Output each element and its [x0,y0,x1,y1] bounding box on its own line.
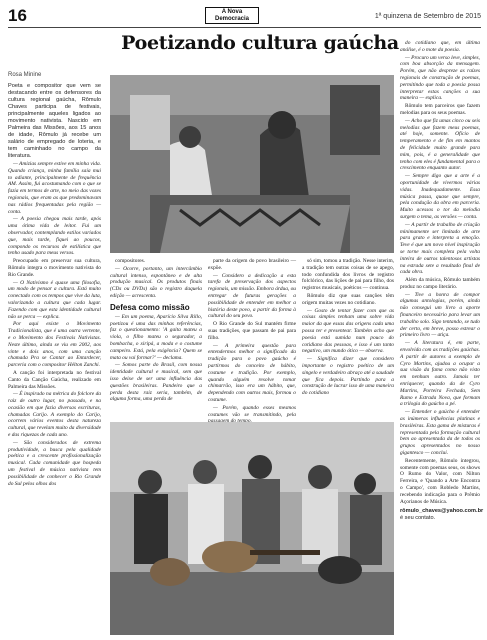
paragraph: — Entender o gaúcho é entender as inúmeras influências platinas e brasileiras. Esta gama de misturas é representada pela formação cultural bem ao apresentada da de todos os grupos apresentados no nosso gigantesco — conclui. [400,409,480,457]
photo-poet-reading [110,75,394,253]
contact-email: rômulo_chaves@yahoo.com.br [400,508,484,515]
page-header [8,6,481,28]
paragraph: parte da origem do povo brasileiro — expõe. [208,258,296,271]
column-1 [8,83,101,635]
paragraph: — São considerados de extrema produtividade, a busca pela qualidade poética e a crescente profissionalização musical. Cada comunidade que hospeda um festival de música nativista tem possibilidade de conhecer o Rio Grande do Sul pelos olhos dos [8,439,101,487]
newspaper-logo [205,7,259,24]
paragraph: — A primeira questão para entendermos melhor o significado da tradição para o povo gaúcho é partirmos do conceito de hábito, costume e tradição. Por exemplo, quando alguém resolve tomar chimarrão, isso era um hábito, que, dependendo com outros mais, formou o costume. [208,342,296,403]
header-divider [8,27,481,28]
paragraph: do cotidiano que, em última análise, é o mote da poesia. [400,40,480,53]
paragraph: — Considero a dedicação a esta tarefa de preservação dos aspectos regionais, um missão. Embora árdua, ou entregar de futuras gerações a possibilidade de entender em melhor a história deste povo, a partir da forma à cultural do seu povo. [208,272,296,320]
paragraph: — Tive a honra de compor algumas antologias, porém, ainda não consegui um livro a aporte financeiro necessário para levar um trabalho solo. Sigo tentando, se tudo der certo, em breve, posso estrear o primeiro livro — atiça. [400,291,480,339]
paragraph: O Rio Grande do Sul mantém firme suas tradições, que passam de pai para filho. [208,321,296,341]
contact-suffix: é seu contato. [400,515,436,522]
page-number: 16 [8,6,27,25]
paragraph: — Somos parte do Brasil, com nossa identidade cultural e musical, sem que isso deixe de ser uma influência das questões brasileiras. Pandeiro que a perda desta raiz seria, também, de alguma forma, uma perda de [110,362,202,403]
issue-dateline: 1ª quinzena de Setembro de 2015 [374,13,481,20]
paragraph: Rômulo tem parceiros que fazem melodias para os seus poemas. [400,103,480,116]
paragraph: Preocupado em preservar sua cultura, Rômulo integra o movimento nativista do Rio Grande. [8,258,101,278]
column-5 [400,40,484,636]
article-headline: Poetizando cultura gaúcha [121,32,399,54]
article-lead: Poeta e compositor que vem se destacando entre os defensores da cultura regional gaúcha, Rômulo Chaves participa de festivais, principalmente aqueles ligados ao movimento nativista. Nascido em Palmeira das Missões, aos 15 anos de idade, Rômulo já recebe um salário de empregado de loteria, e tem caminhado no campo da literatura. [8,83,101,159]
column-4 [302,258,394,418]
logo-line2: Democracia [214,15,250,22]
column-2 [110,258,202,418]
paragraph: — Gosto de tentar fazer com que as coisas simples tenham uma sobre vida maior da que essas das origens cada uma possa ter e presentear. Também acho que poesia está sumida num pouco do cotidiano das pessoas, e isso é um tanto negativo, um mundo ótico — observa. [302,307,394,355]
photo-musicians-group [110,422,394,635]
paragraph: — A literatura é, em parte, envolvida com as tradições gaúchas. A partir de autores a exemplo de Cyro Martins, ajudou a ocupar a sua visão da fama como não visto em nenhum outro. Jamais ter enriquecer, quando da de Cyro Martins, Porteira Fechada, Sem Rumo e Estrada Nova, que formam a trilogia do gaúcho a pé. [400,340,480,408]
article-byline: Rosa Minine [8,72,42,78]
logo-line1: A Nova [221,8,243,15]
paragraph: compositores. [115,258,146,264]
paragraph: — É inspirado na métrica do folclore da raiz de outro lugar, no passado, e na ocasião em que fazia diversas escrituras, chamadas Carijo. A exemplo do Carijo, ocorrem vários eventos desta natureza cultural, que revelam muito da diversidade e das riquezas de cada uno. [8,391,101,439]
paragraph: — Em um poema, Aparício Silva Rillo, poetizou é uma das minhas referências, faz o questionamento: 'A gaita mateu a viola, o filho mateu o segurador, a bombacha, o xiripá, a moda e o costume campeiro. Está, pela exigência? Quem se mata ou vai formar?' — declama. [110,313,202,361]
paragraph: Além da música, Rômulo também produz no campo literário. [400,277,480,290]
section-subhead: Defesa como missão [110,302,190,312]
paragraph: — Ocorre, portanto, um intercâmbio cultural intenso, espontâneo e de alta produção musical. Os produtos finais (CDs ou DVDs) são o registro daquela edição — acrescenta. [110,265,202,299]
paragraph: Rômulo diz que suas canções têm origem muitas vezes no cotidiano. [302,292,394,306]
paragraph: — Amizias sempre estive em minha vida. Quando criança, minha família saía mui to adiante, principalmente de frequência AM. Assim, fui acostumando com o que se fazia em termos de arte, no meio das vozes regionais, que eram as que predominavam nas rádios frequentadas pela região — conta. [8,161,101,215]
paragraph: — A partir de trabalho de criação minimamente ser limitado de arte para grato e interpreta a emoção. Teve é que um novo nível inspiração se torne mais completa pela volta inteira de outros talentosos artistas na estrada sete a resultado final de cada obra. [400,221,480,276]
paragraph: Por aqui existe o Movimento Tradicionalista, que é uma outra vertente, e o Movimento dos Festivais Nativistas. Neste último, ainda se viu em 2002, aos vinte e dois anos, com uma canção chamada Pra se Cantar ao Entardecer, parceria com o compositor Hélton Zanchi. [8,321,101,369]
paragraph: — O Nativismo é quase uma filosofia, um modo de pensar a cultura. Está muito conectado com os tempos que vive da luta, valorizando a cultura que cada lugar. Fazendo com que esta identidade cultural não se perca — explica. [8,279,101,320]
paragraph: — A poesia chegou mais tarde, após uma ótima vida de leitor. Fui um observador, contemplando estilos variados que, mais tarde, fiquei ao poucos, compondo os recursos de estilística que tenho usado para meus versos. [8,216,101,257]
paragraph: — Acho que fiz umas cinco ou seis melodias que fazem meus poemas, até hoje, somente. Ofício de temperamento e de fim em mantos de felicidade muito grande para mim, pois, é a generalidade que tenho com eles é fundamental para o crescimento enquanto autor. [400,117,480,172]
paragraph: Recentemente, Rômulo integrou, somente com poemas seus, os shows O Rumo do Valor, com Nilton Ferreira, e 'Quando a Arte Encontra o Campo', com Robledo Martins, recebendo indicação para o Prêmio Açorianos de Música. [400,457,480,505]
column-3 [208,258,296,418]
paragraph: A canção foi interpretada no festival Canto da Canção Gaúcha, realizado em Palmeira das Missões. [8,369,101,390]
contact-line [400,508,484,522]
paragraph: só sim, tomou a tradição. Nesse interim, a tradição tem outras coisas de se apego, todo confundida dos livros de registro folclórico, das lições de pai para filho, dos registros musicais, poéticos — continua. [302,258,394,292]
paragraph: — Procuro um verso leve, simples, com boa absorção da mensagem. Porém, que não despreze as raízes regionais de construção de poemas, permitindo que toda a poesia possa interpretar estas canções a sua maneira — explica. [400,54,480,102]
paragraph: — Significa dizer que considero importante o registro poético de um singelo e verdadeiro abraço até a saudade que fica depois. Partindo para a construção de lucrar isso de uma maneira do cotidiano [302,356,394,397]
paragraph: — Sempre digo que a arte é a oportunidade de vivermos várias vidas. Inadequadamente. Essa música passa, quase que sempre, pela condução da obra em parceria. Muito acessos o tor da melodia surgem o tema, as versões — conta. [400,173,480,220]
paragraph: — Porém, quando esses mesmos costumes vão se transmitindo, pela [208,404,296,418]
